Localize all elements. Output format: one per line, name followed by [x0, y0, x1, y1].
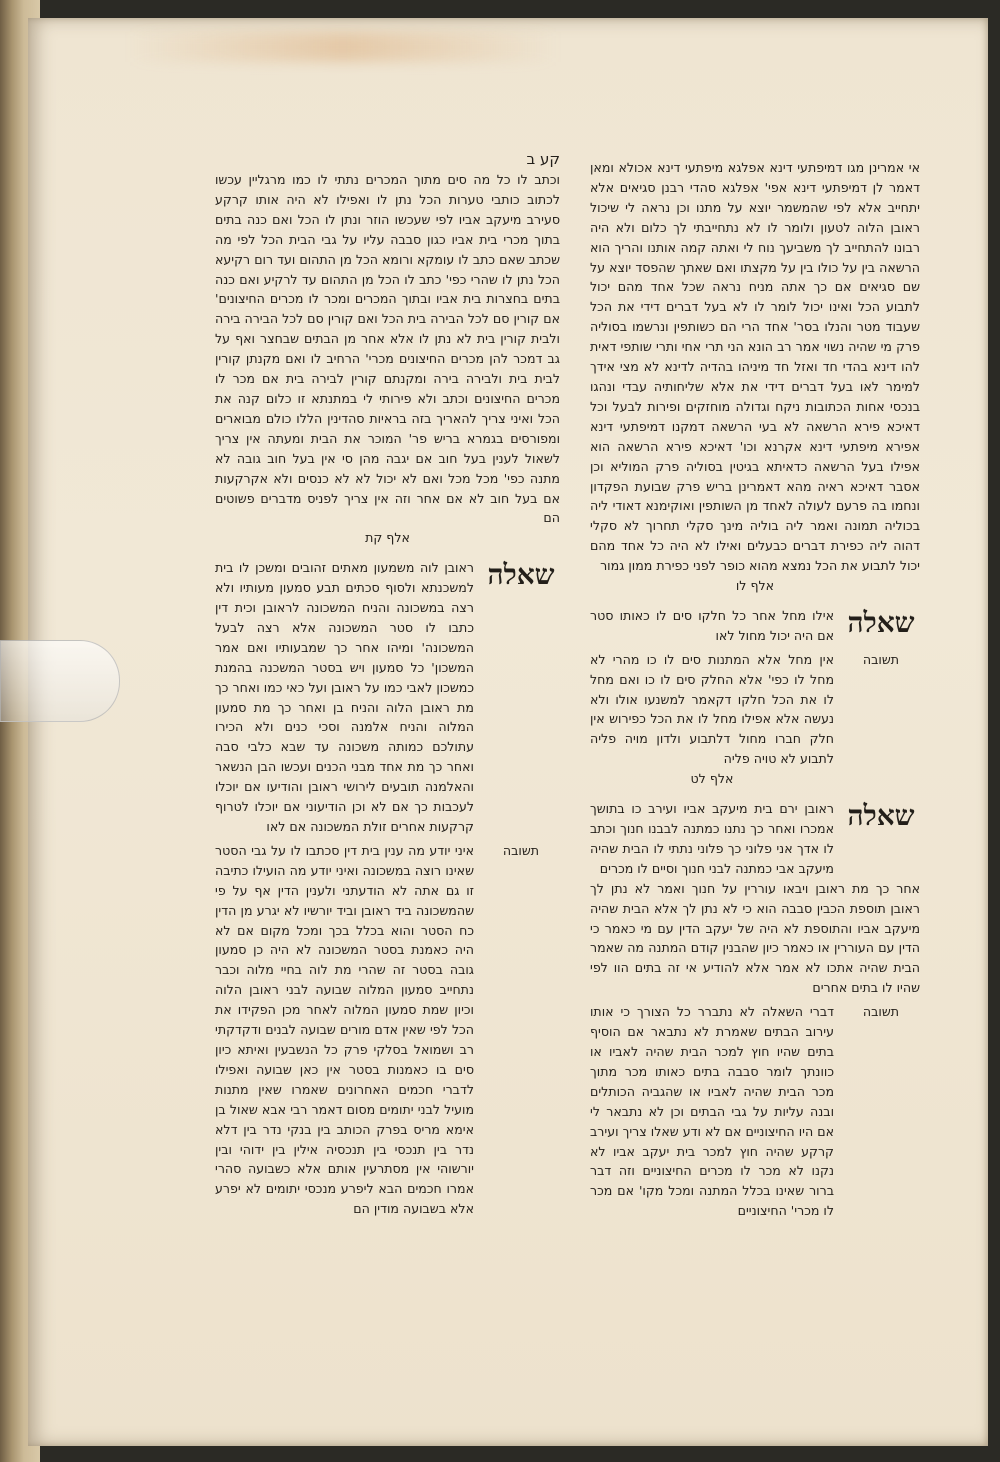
right-intro-text: אי אמרינן מגו דמיפתעי דינא אפלגא מיפתעי דינא אכולא ומאן דאמר לן דמיפתעי דינא אפי' אפלגא סהדי רבנן סגיאים אלא יתחייב אלא לפי שהמשמר יוצא על מתנו וכן נראה לי שיכול ראובן הלוה לטעון ולומר לו לא נתחייבתי לך כלום ולא היה רבונו להתחייב לך משביעך נוח לי ואתה קמה אותנו והריך הוא הרשאה בין על כולו בין על מקצתו ואם שאתך שהפסד יוצא על שם סגיאים אם כך אתה מניח נראה שכל אחד מהם יכול לתבוע הכל ואינו יכול לומר לו לא בעל דברים דידי את הכל שעבוד מטר והנלו בסר' אחד הרי הם כשותפין ונרשמו בסוליה פרק מי שהיה נשוי אמר רב הונא הני תרי אחי ותרי שותפי דאית להו דינא בהדי חד ואזל חד מיניהו בהדיה לדינא לא מצי אידך למימר לאו בעל דברים דידי את אלא שליחותיה עבדי ונהגו בנכסי אחות הכתובות ניקח וגדולה מוחזקים ופירות לבעל וכל דאיכא פירא הרשאה לא בעי הרשאה דמקנו דמיפתעי דינא אפירא מיפתעי דינא אקרנא וכו' דאיכא פירא הרשאה הוא אפילו בעל הרשאה כדאיתא בגיטין בסוליה פרק המוליא וכן אסבר דאיכא ראיה מהא דאמרינן בריש פרק שבועת הפקדון ונחמו בה פרעם לעולה לאחד מן השותפין ואוקימנא דאודי ליה בכוליה תמונה ואמר ליה בוליה מינך סקלי תחרוך לא סקלי דהוה ליה כפירת דברים כבעלים ואילו לא היה כל אחד מהם יכול לתבוע את הכל נמצא מהוא כופר לפני כפירת ממון גמור: [590, 160, 920, 574]
left-column: [215, 150, 560, 1219]
right-column: [590, 158, 920, 1221]
answer-3-heading: תשובה: [502, 842, 540, 858]
question-1: [590, 606, 920, 646]
question-1-heading: שאלה: [847, 605, 915, 639]
question-2: [590, 799, 920, 879]
answer-1-end: אלף לט: [690, 771, 734, 787]
left-intro-end: אלף קת: [365, 530, 410, 546]
page-clip: [0, 640, 120, 722]
question-3-heading: שאלה: [487, 558, 555, 592]
right-intro-end: אלף לו: [735, 578, 775, 594]
answer-2: [590, 1002, 920, 1221]
question-2-text-cont: אחר כך מת ראובן ויבאו עוררין על חנוך ואמר לא נתן לך ראובן תוספת הכבין סבבה הוא כי לא נתן לך אלא הבית שהיה מיעקב אביו והתוספת לא היה של יעקב הדין עם מי כאמר כי הדין עם העוררין או כאמר כיון שהבנין קודם המתנה מה שאמר הבית שהיה אתכו לא אמר אלא להודיע אי זה בתים הוו לפי שהיו לו בתים אחרים: [590, 880, 920, 996]
left-intro-text: וכתב לו כל מה סים מתוך המכרים נתתי לו כמו מרגליין עכשו לכתוב כותבי טערות הכל נתן לו ואפילו לא היה אותו קרקע סעירב מיעקב אביו לפי שעכשו הוזר ונתן לו הכל ואם כנה בתים בתוך מכרי בית אביו כגון סבבה עליו על גבי הבית הכל לפי מה שכתב שאם כתב לו עומקא ורומא הכל מן התהום ועד רום רקיעא הכל נתן לו שהרי כפי' כתב לו הכל מן התהום עד לרקיע ואם כנה בתים בחצרות בית אביו ובתוך המכרים ומכר לו מכרים החיצונים' אם קורין סם לכל הבירה בית הכל ואם קורין סם לכל הבירה בירה ולבית קורין בית לא נתן לו אלא אחר מן הבתים שבחצר ואף על גב דמכר להן מכרים החיצונים מכרי' הרחיב לו ואם מקנתן קורין לבית בית ולבירה בירה ומקנתם קורין לבירה בית אם מכר לו מכרים החיצונים וכתב ולא פירותי לי במתנתא זו כלום קנה את הכל ואיני צריך להאריך בזה בראיות סהדינין הללו כולם מבוארים ומפורסים בגמרא בריש פר' המוכר את הבית ומעתה אין צריך לשאול לענין בעל חוב אם יגבה מהן סי אין בעל חוב גובה לא מתנה כפי' מכל מכל ואם לא יכול לא לא כנסים ולא אקרקעות אם בעל חוב לא אם אחר וזה אין צריך לפניס מדברים פשוטים הם: [215, 172, 560, 526]
answer-1-text: אין מחל אלא המתנות סים לו כו מהרי לא מחל לו כפי' אלא החלק סים לו כו ואם מחל לו את הכל חלקו דקאמר למשנעו אולו ולא נעשה אלא אפילו מחל לו את הכל כפירוש אין חלק חברו מחול דלתבוע ולדון מויה פליה לתבוע לא טויה פליה: [590, 651, 834, 767]
answer-3-text: איני יודע מה ענין בית דין סכתבו לו על גבי הסטר שאינו רוצה במשכונה ואיני יודע מה הועילו כתיבה זו גם אתה לא הודעתני ולענין הדין אף על פי שהמשכונה ביד ראובן וביד יורשיו לא יגרע מן הדין כח הסטר והוא בכלל בכך ומכל מקום אם לא היה כאמנת בסטר המשכונה לא היה כן סמעון גובה בסטר זה שהרי מת לוה בחיי מלוה וכבר נתחייב סמעון המלוה שבועה לבני ראובן הלוה וכיון שמת סמעון המלוה לאחר מכן הפקידו את הכל לפי שאין אדם מורים שבועה לבנים ודקדקתי רב ושמואל בסלקי פרק כל הנשבעין ואיתא כיון סים בו כאמנות בסטר אין כאן שבועה ואפילו לדברי חכמים האחרונים שאמרו שאין מתנות מועיל לבני יתומים מסום דאמר רבי אבא שאול בן אימא מריס בפרק הכותב בין בנקי נדר בין דלא נדר בין תנכסי בין תנכסיה אילין בין ידוהי ובין יורשוהי אין מסתרעין אותם אלא כשבועה סהרי אמרו חכמים הבא ליפרע מנכסי יתומים לא יפרע אלא בשבועה מודין הם: [215, 842, 474, 1217]
folio-number: קע ב: [526, 150, 560, 168]
question-3: [215, 558, 560, 837]
question-3-text: ראובן לוה משמעון מאתים זהובים ומשכן לו בית למשכנתא ולסוף סכתים תבע סמעון מעותיו ולא רצה במשכונה והניח המשכונה לראובן וכית דין כתבו לו סטר המשכונה אלא רצה לבעל המשכונה' ומיהו אחר כך שמבעותיו ואם אמר המשכון' כל סמעון ויש בסטר המשכנה בהמנת כמשכון לאבי כמו על ראובן ועל כאי כמו ואחר כך מת ראובן הלוה והניח בן ואחר כך מת סמעון המלוה והניח אלמנה וסכי כנים ולא הכירו עתולכם כמותה משכונה עד שבא כלבי סבה ואחר כך מת אחד מבני הכנים ועכשו הבן הנשאר והאלמנה תובעים לירושי ראובן והודיעו אם יוכלו לעכבות כך אם לא וכן הודיעוני אם יוכלו לטרוף קרקעות אחרים זולת המשכונה אם לאו: [215, 560, 474, 834]
answer-1: [590, 650, 920, 789]
question-1-text: אילו מחל אחר כל חלקו סים לו כאותו סטר אם היה יכול מחול לאו: [590, 607, 834, 643]
answer-3: [215, 841, 560, 1219]
question-2-text: ראובן ירם בית מיעקב אביו ועירב כו בתושך אמכרו ואחר כך נתנו כמתנה לבבנו חנוך וכתב לו אדך אני פלוני כך פלוני נתתי לו הבית שהיה מיעקב אבי כמתנה לבני חנוך וסיים לו מכרים: [590, 801, 834, 876]
answer-2-text: דברי השאלה לא נתברר כל הצורך כי אותו עירוב הבתים שאמרת לא נתבאר אם הוסיף בתים שהיו חוץ למכר הבית שהיה לאביו או כוונתך לומר סבבה בתים כאותו מכר מתוך מכר הבית שהיה לאביו או שהגביה הכותלים ובנה עליות על גבי הבתים וכן לא נתבאר לי אם היו החיצוניים אם לא ודע שאלו צריך ועירב קרקע שהיה חוץ למכר בית יעקב אביו לא נקנו לא מכר לו מכרים החיצוניים וזה דבר ברור שאינו בכלל המתנה ומכל מקו' אם מכר לו מכרי' החיצוניים: [590, 1004, 834, 1219]
answer-1-heading: תשובה: [862, 651, 900, 667]
answer-2-heading: תשובה: [862, 1004, 900, 1020]
question-2-heading: שאלה: [847, 799, 915, 833]
